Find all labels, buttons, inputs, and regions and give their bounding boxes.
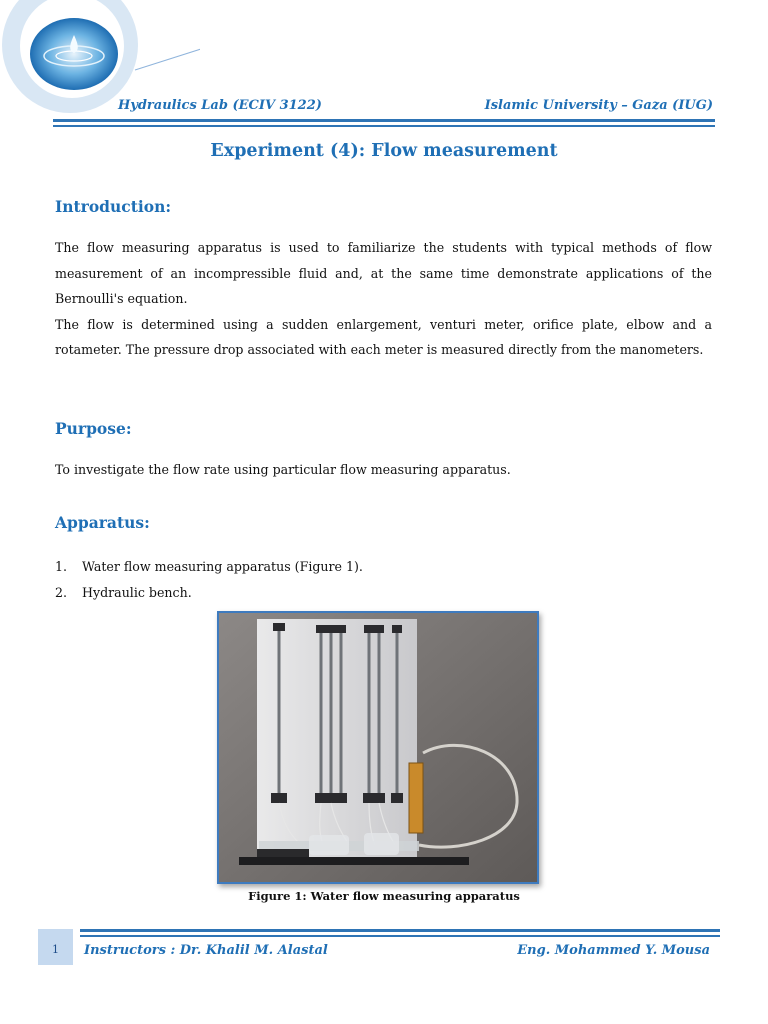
header-course: Hydraulics Lab (ECIV 3122) (118, 98, 322, 113)
introduction-paragraph-1: The flow measuring apparatus is used to familiarize the students with typical methods of flow measurement of an incompressible fluid and, at the same time demonstrate applications of the Bernoulli's equation. (55, 240, 712, 306)
apparatus-illustration (219, 613, 537, 882)
purpose-text: To investigate the flow rate using particular flow measuring apparatus. (55, 462, 511, 477)
list-item-text: Hydraulic bench. (82, 584, 192, 600)
figure-apparatus-image (217, 611, 539, 884)
header-university: Islamic University – Gaza (IUG) (484, 98, 713, 113)
header-rule-thin (53, 125, 715, 127)
page-title: Experiment (4): Flow measurement (210, 141, 558, 161)
list-item-number: 1. (55, 559, 68, 574)
page-number: 1 (38, 929, 73, 965)
list-item-number: 2. (55, 584, 68, 600)
introduction-paragraph-2: The flow is determined using a sudden enlargement, venturi meter, orifice plate, elbow and a rotameter. The pressure drop associated with each meter is measured directly from the manometers. (55, 316, 712, 357)
footer-rule-thick (80, 929, 720, 932)
list-item (55, 554, 363, 580)
apparatus-list (55, 554, 363, 605)
introduction-heading: Introduction: (55, 197, 172, 216)
footer-instructors: Instructors : Dr. Khalil M. Alastal (84, 943, 328, 958)
purpose-heading: Purpose: (55, 419, 132, 438)
figure-caption: Figure 1: Water flow measuring apparatus (248, 889, 520, 903)
footer-rule-thin (80, 935, 720, 937)
header-rule-thick (53, 119, 715, 122)
page-header (118, 98, 713, 118)
footer-engineer: Eng. Mohammed Y. Mousa (517, 943, 710, 958)
introduction-body (55, 235, 712, 363)
purpose-body (55, 457, 712, 483)
list-item (55, 580, 363, 606)
apparatus-heading: Apparatus: (55, 513, 150, 532)
list-item-text: Water flow measuring apparatus (Figure 1). (82, 559, 363, 574)
